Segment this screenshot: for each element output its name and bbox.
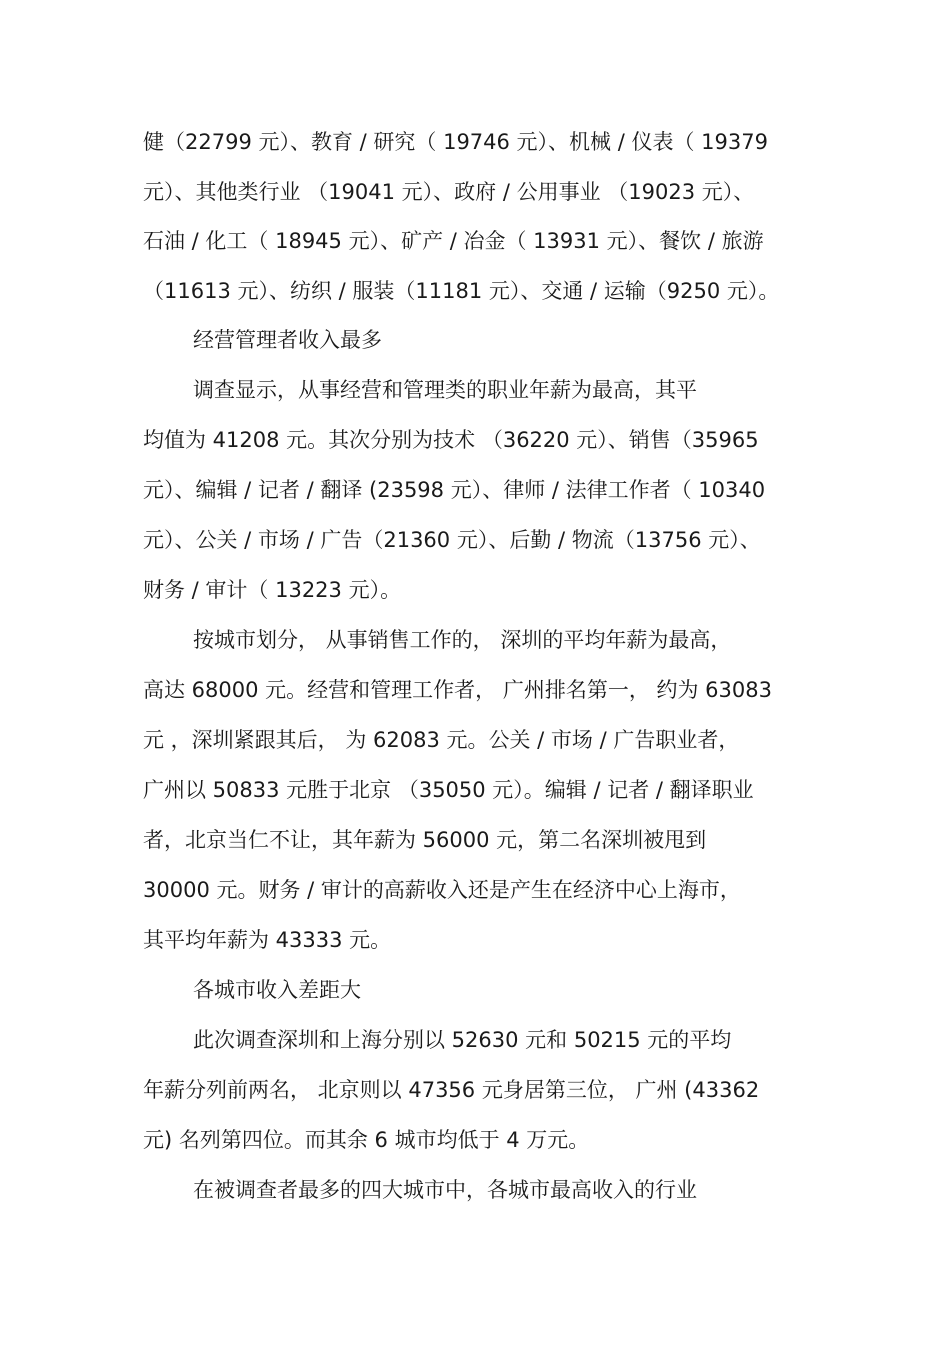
text-line: 高达 68000 元。经营和管理工作者， 广州排名第一， 约为 63083 bbox=[143, 678, 772, 702]
text-line: 元) 名列第四位。而其余 6 城市均低于 4 万元。 bbox=[143, 1128, 590, 1152]
text-line: 元）、其他类行业 （19041 元）、政府 / 公用事业 （19023 元）、 bbox=[143, 180, 755, 204]
text-line: 在被调查者最多的四大城市中，各城市最高收入的行业 bbox=[193, 1178, 697, 1202]
text-line: 元）、编辑 / 记者 / 翻译 (23598 元）、律师 / 法律工作者（ 10340 bbox=[143, 478, 766, 502]
text-line: 健（22799 元）、教育 / 研究（ 19746 元）、机械 / 仪表（ 19379 bbox=[143, 130, 768, 154]
text-line: 调查显示，从事经营和管理类的职业年薪为最高，其平 bbox=[193, 378, 697, 402]
text-line: 年薪分列前两名， 北京则以 47356 元身居第三位， 广州 (43362 bbox=[143, 1078, 760, 1102]
text-line: 广州以 50833 元胜于北京 （35050 元）。编辑 / 记者 / 翻译职业 bbox=[143, 778, 754, 802]
text-line: 均值为 41208 元。其次分别为技术 （36220 元）、销售（35965 bbox=[143, 428, 759, 452]
text-line: 石油 / 化工（ 18945 元）、矿产 / 冶金（ 13931 元）、餐饮 / 旅游 bbox=[143, 229, 764, 253]
section-heading: 经营管理者收入最多 bbox=[193, 328, 382, 352]
text-line: 财务 / 审计（ 13223 元）。 bbox=[143, 578, 402, 602]
text-line: 元 ，深圳紧跟其后， 为 62083 元。公关 / 市场 / 广告职业者， bbox=[143, 728, 740, 752]
text-line: 此次调查深圳和上海分别以 52630 元和 50215 元的平均 bbox=[193, 1028, 732, 1052]
text-line: 其平均年薪为 43333 元。 bbox=[143, 928, 392, 952]
text-line: 30000 元。财务 / 审计的高薪收入还是产生在经济中心上海市， bbox=[143, 878, 741, 902]
section-heading: 各城市收入差距大 bbox=[193, 978, 361, 1002]
text-line: 者，北京当仁不让，其年薪为 56000 元，第二名深圳被甩到 bbox=[143, 828, 707, 852]
text-line: 按城市划分， 从事销售工作的， 深圳的平均年薪为最高， bbox=[193, 628, 732, 652]
text-line: 元）、公关 / 市场 / 广告（21360 元）、后勤 / 物流（13756 元）、 bbox=[143, 528, 761, 552]
text-line: （11613 元）、纺织 / 服装（11181 元）、交通 / 运输（9250 元）。 bbox=[143, 279, 780, 303]
